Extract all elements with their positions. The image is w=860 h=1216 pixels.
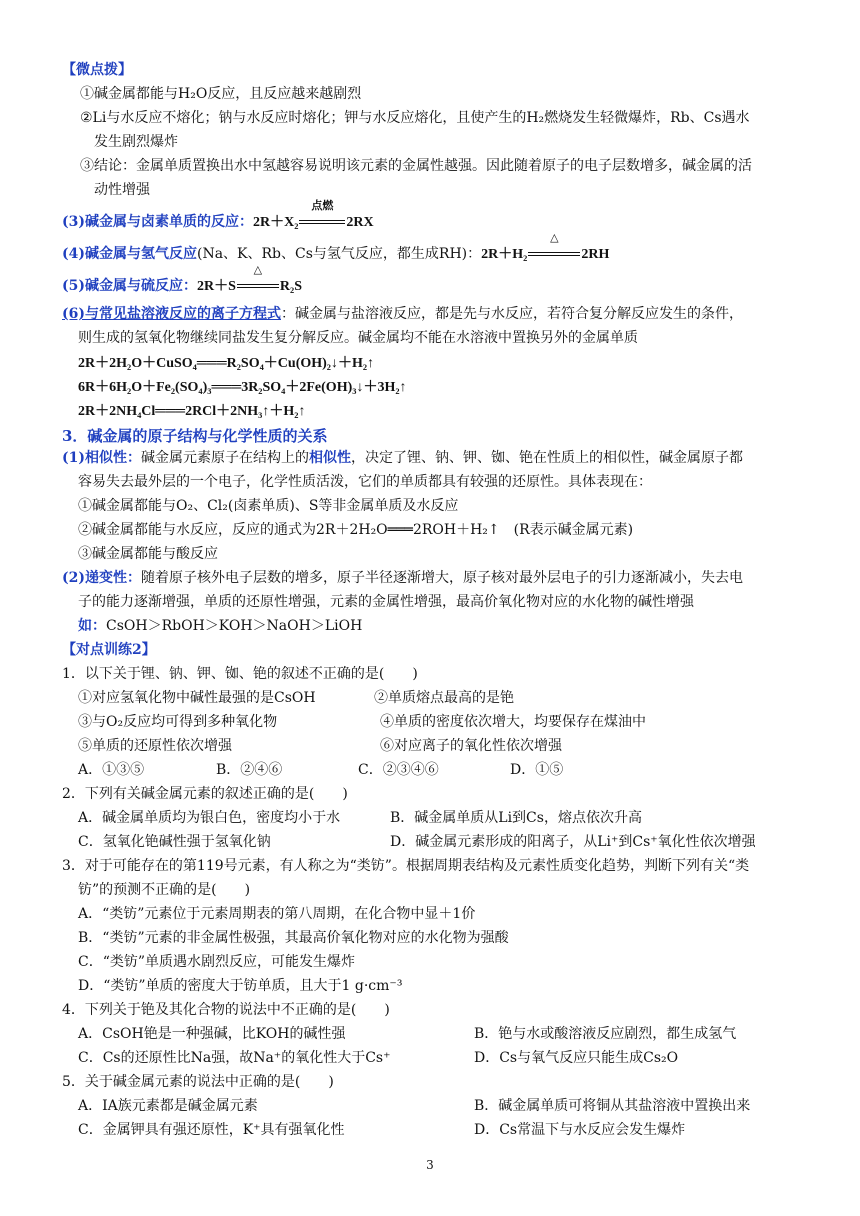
q1-option-5: ⑤单质的还原性依次增强	[78, 738, 232, 754]
similarity-item-1: ①碱金属都能与O₂、Cl₂(卤素单质)、S等非金属单质及水反应	[78, 498, 459, 514]
reaction-3	[62, 199, 374, 233]
micro-item-2: ②Li与水反应不熔化；钠与水反应时熔化；钾与水反应熔化，且使产生的H₂燃烧发生轻微爆炸，Rb、Cs遇水	[80, 110, 750, 126]
q1-option-4: ④单质的密度依次增大，均要保存在煤油中	[380, 714, 646, 730]
q3-stem-2: 钫”的预测不正确的是( )	[78, 882, 251, 898]
similarity-line-2: 容易失去最外层的一个电子，化学性质活泼，它们的单质都具有较强的还原性。具体表现在：	[78, 474, 652, 490]
reaction-3-rhs: 2RX	[346, 215, 374, 230]
reaction-6-eq-3: 2R＋2NH₄Cl═══2RCl＋2NH₃↑＋H₂↑	[78, 404, 306, 419]
reaction-5-lhs: 2R＋S	[197, 279, 236, 294]
similarity-keyword: 相似性	[309, 450, 351, 466]
q3-choice-a: A．“类钫”元素位于元素周期表的第八周期，在化合物中显＋1价	[78, 906, 476, 922]
reaction-6-label: (6)与常见盐溶液反应的离子方程式	[62, 306, 281, 322]
reaction-3-label: (3)碱金属与卤素单质的反应：	[62, 214, 253, 230]
reaction-4-label: (4)碱金属与氢气反应	[62, 246, 197, 262]
q1-choice-d: D．①⑤	[510, 762, 564, 778]
reaction-5-label: (5)碱金属与硫反应：	[62, 278, 197, 294]
similarity-item-3: ③碱金属都能与酸反应	[78, 546, 218, 562]
similarity-item-2: ②碱金属都能与水反应，反应的通式为2R＋2H₂O═══2ROH＋H₂↑ (R表示碱金属元素)	[78, 522, 634, 538]
reaction-4-note: (Na、K、Rb、Cs与氢气反应，都生成RH)：	[197, 246, 482, 262]
reaction-4-condition: △	[528, 244, 580, 264]
reaction-3-lhs: 2R＋X₂	[253, 215, 299, 230]
micro-item-2-cont: 发生剧烈爆炸	[94, 134, 178, 150]
gradation-line-1	[62, 568, 743, 588]
q2-choice-d: D．碱金属元素形成的阳离子，从Li⁺到Cs⁺氧化性依次增强	[390, 834, 756, 850]
section-3-title: 3．碱金属的原子结构与化学性质的关系	[62, 427, 328, 445]
q3-choice-c: C．“类钫”单质遇水剧烈反应，可能发生爆炸	[78, 954, 356, 970]
reaction-4-rhs: 2RH	[581, 247, 610, 262]
reaction-5	[62, 263, 302, 297]
page-number: 3	[426, 1158, 434, 1172]
gradation-text-1: 随着原子核外电子层数的增多，原子半径逐渐增大，原子核对最外层电子的引力逐渐减小，失去电	[141, 570, 743, 586]
gradation-line-2: 子的能力逐渐增强，单质的还原性增强，元素的金属性增强，最高价氧化物对应的水化物的碱性增强	[78, 594, 694, 610]
reaction-3-condition: 点燃	[299, 212, 345, 232]
q1-option-3: ③与O₂反应均可得到多种氧化物	[78, 714, 278, 730]
reaction-4	[62, 231, 610, 265]
reaction-6-text-1: ：碱金属与盐溶液反应，都是先与水反应，若符合复分解反应发生的条件，	[281, 306, 743, 322]
q4-choice-d: D．Cs与氧气反应只能生成Cs₂O	[474, 1050, 679, 1066]
q5-choice-b: B．碱金属单质可将铜从其盐溶液中置换出来	[474, 1098, 751, 1114]
q1-choice-a: A．①③⑤	[78, 762, 145, 778]
q1-option-1: ①对应氢氧化物中碱性最强的是CsOH	[78, 690, 316, 706]
q4-choice-b: B．铯与水或酸溶液反应剧烈，都生成氢气	[474, 1026, 737, 1042]
similarity-label: (1)相似性：	[62, 450, 141, 466]
section-micro-title: 【微点拨】	[62, 62, 132, 78]
similarity-text-a: 碱金属元素原子在结构上的	[141, 450, 309, 466]
q1-choice-c: C．②③④⑥	[358, 762, 439, 778]
q1-stem: 1．以下关于锂、钠、钾、铷、铯的叙述不正确的是( )	[62, 666, 418, 682]
gradation-example-label: 如：	[78, 618, 106, 634]
q3-choice-d: D．“类钫”单质的密度大于钫单质，且大于1 g·cm⁻³	[78, 978, 403, 994]
q1-choice-b: B．②④⑥	[216, 762, 283, 778]
q4-stem: 4．下列关于铯及其化合物的说法中不正确的是( )	[62, 1002, 390, 1018]
q3-choice-b: B．“类钫”元素的非金属性极强，其最高价氧化物对应的水化物为强酸	[78, 930, 509, 946]
reaction-6-eq-2: 6R＋6H₂O＋Fe₂(SO₄)₃═══3R₂SO₄＋2Fe(OH)₃↓＋3H₂↑	[78, 380, 407, 395]
reaction-6-eq-1: 2R＋2H₂O＋CuSO₄═══R₂SO₄＋Cu(OH)₂↓＋H₂↑	[78, 356, 375, 371]
gradation-label: (2)递变性：	[62, 570, 141, 586]
similarity-line-1	[62, 448, 743, 468]
q1-option-2: ②单质熔点最高的是铯	[374, 690, 514, 706]
q5-stem: 5．关于碱金属元素的说法中正确的是( )	[62, 1074, 334, 1090]
reaction-6	[62, 304, 743, 324]
reaction-6-text-2: 则生成的氢氧化物继续同盐发生复分解反应。碱金属均不能在水溶液中置换另外的金属单质	[78, 330, 638, 346]
micro-item-1: ①碱金属都能与H₂O反应，且反应越来越剧烈	[80, 86, 362, 102]
reaction-4-lhs: 2R＋H₂	[481, 247, 528, 262]
q5-choice-d: D．Cs常温下与水反应会发生爆炸	[474, 1122, 686, 1138]
micro-item-3: ③结论：金属单质置换出水中氢越容易说明该元素的金属性越强。因此随着原子的电子层数增多，碱金属的活	[80, 158, 752, 174]
q1-option-6: ⑥对应离子的氧化性依次增强	[380, 738, 562, 754]
q2-stem: 2．下列有关碱金属元素的叙述正确的是( )	[62, 786, 348, 802]
q2-choice-a: A．碱金属单质均为银白色，密度均小于水	[78, 810, 341, 826]
gradation-example	[78, 616, 362, 636]
q3-stem-1: 3．对于可能存在的第119号元素，有人称之为“类钫”。根据周期表结构及元素性质变化趋势，判断下列有关“类	[62, 858, 750, 874]
q4-choice-a: A．CsOH铯是一种强碱，比KOH的碱性强	[78, 1026, 346, 1042]
reaction-5-rhs: R₂S	[279, 279, 302, 294]
reaction-5-condition: △	[237, 276, 279, 296]
section-train-title: 【对点训练2】	[62, 642, 156, 658]
q2-choice-b: B．碱金属单质从Li到Cs，熔点依次升高	[390, 810, 642, 826]
micro-item-3-cont: 动性增强	[94, 182, 150, 198]
q5-choice-a: A．IA族元素都是碱金属元素	[78, 1098, 258, 1114]
similarity-text-c: ，决定了锂、钠、钾、铷、铯在性质上的相似性，碱金属原子都	[351, 450, 743, 466]
q4-choice-c: C．Cs的还原性比Na强，故Na⁺的氧化性大于Cs⁺	[78, 1050, 391, 1066]
q5-choice-c: C．金属钾具有强还原性，K⁺具有强氧化性	[78, 1122, 345, 1138]
gradation-example-text: CsOH＞RbOH＞KOH＞NaOH＞LiOH	[106, 618, 363, 634]
q2-choice-c: C．氢氧化铯碱性强于氢氧化钠	[78, 834, 271, 850]
